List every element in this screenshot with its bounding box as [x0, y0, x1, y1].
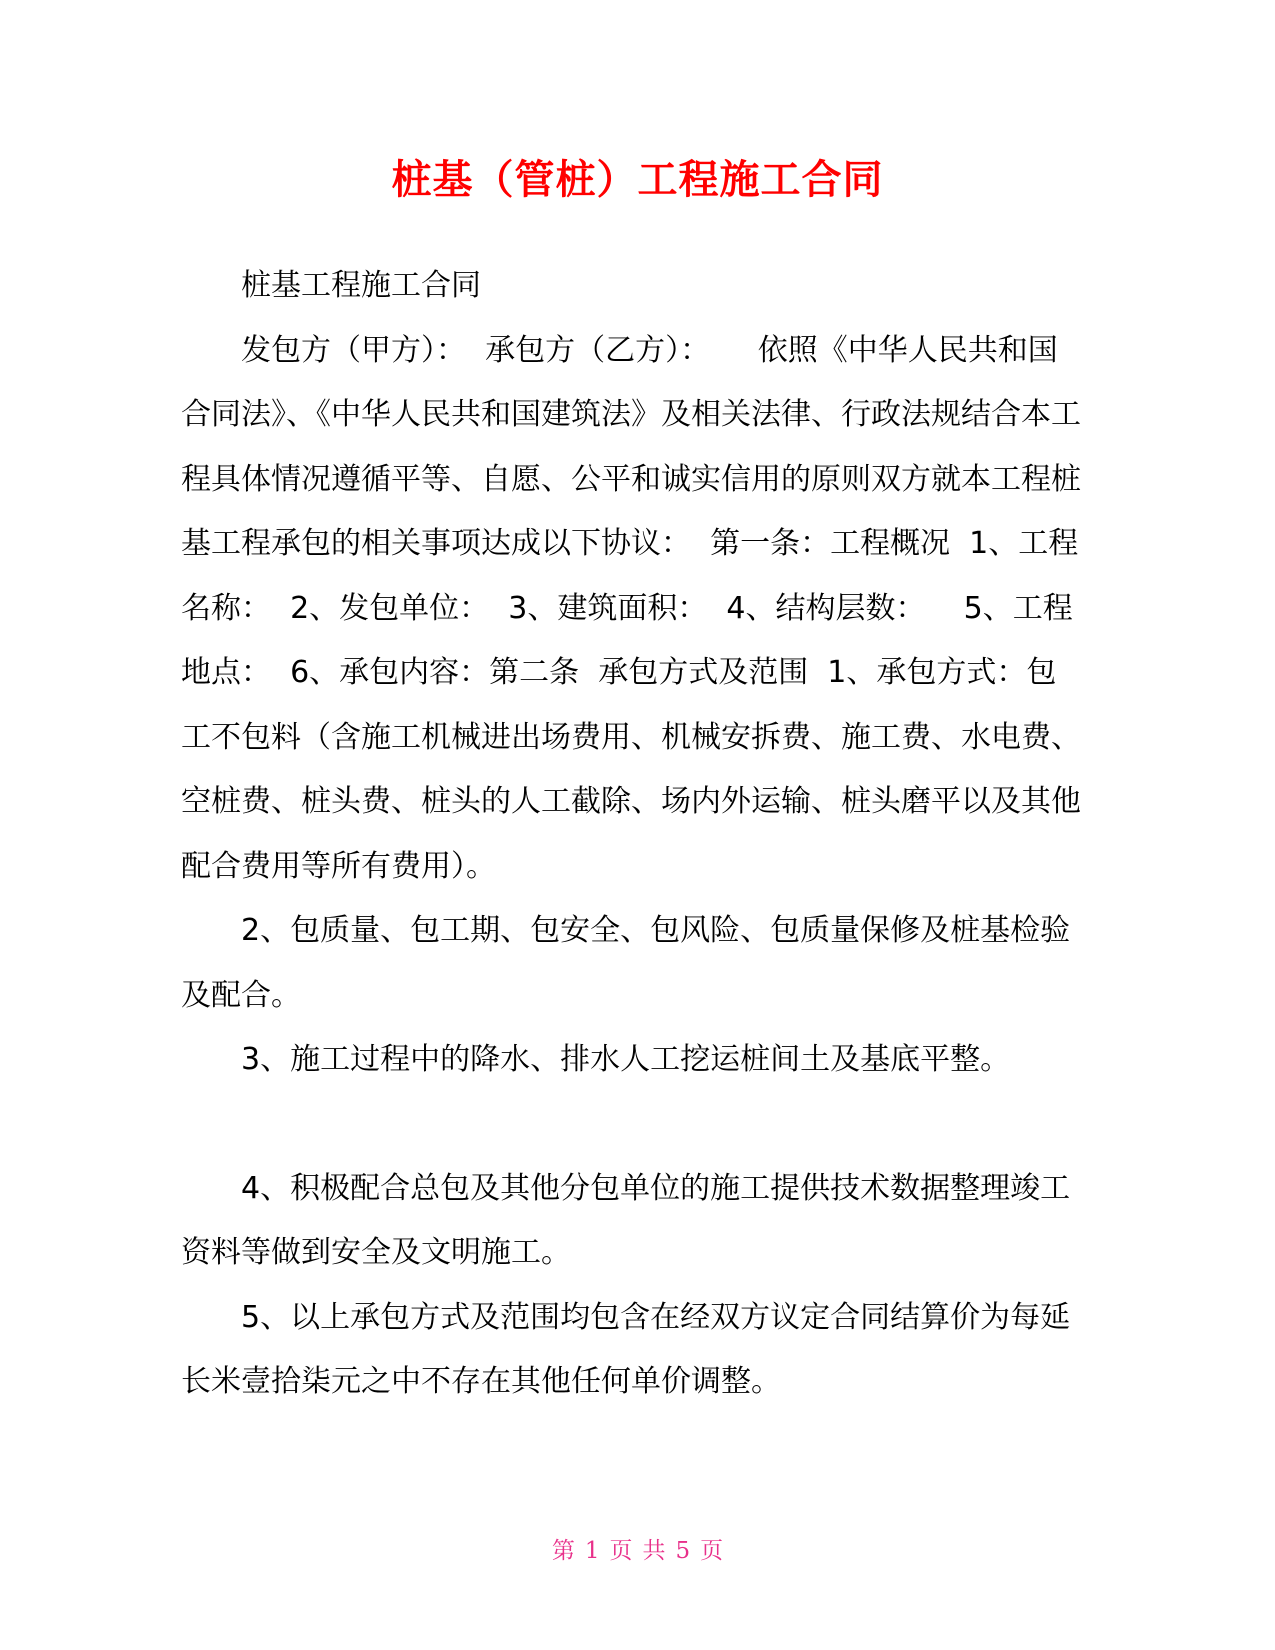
- footer-page-unit: 页: [609, 1538, 633, 1564]
- footer-page-word: 第: [551, 1538, 575, 1564]
- footer-total-unit: 页: [700, 1538, 724, 1564]
- paragraph-item-3: 3、施工过程中的降水、排水人工挖运桩间土及基底平整。: [241, 1042, 1011, 1077]
- footer-total-pages: 5: [675, 1538, 691, 1564]
- paragraph-parties-and-scope: 发包方（甲方）： 承包方（乙方）： 依照《中华人民共和国合同法》、《中华人民共和国建筑法》及相关法律、行政法规结合本工程具体情况遵循平等、自愿、公平和诚实信用的原则双方就本工程桩基工程承包的相关事项达成以下协议： 第一条：工程概况 1、工程名称： 2、发包单位： 3、建筑面积： 4、结构层数： 5、工程地点： 6、承包内容：第二条 承包方式及范围 1、承包方式：包工不包料（含施工机械进出场费用、机械安拆费、施工费、水电费、空桩费、桩头费、桩头的人工截除、场内外运输、桩头磨平以及其他配合费用等所有费用）。: [181, 332, 1081, 884]
- paragraph-item-5: 5、以上承包方式及范围均包含在经双方议定合同结算价为每延长米壹拾柒元之中不存在其他任何单价调整。: [181, 1299, 1071, 1399]
- paragraph-item-4: 4、积极配合总包及其他分包单位的施工提供技术数据整理竣工资料等做到安全及文明施工。: [181, 1170, 1071, 1270]
- footer-total-word: 共: [642, 1538, 666, 1564]
- document-title: 桩基（管桩）工程施工合同: [391, 157, 884, 203]
- footer-current-page: 1: [584, 1538, 600, 1564]
- page-footer: [0, 1535, 1275, 1567]
- document-body: [181, 254, 1081, 1415]
- paragraph-item-2: 2、包质量、包工期、包安全、包风险、包质量保修及桩基检验及配合。: [181, 913, 1071, 1013]
- paragraph-heading: 桩基工程施工合同: [241, 268, 481, 303]
